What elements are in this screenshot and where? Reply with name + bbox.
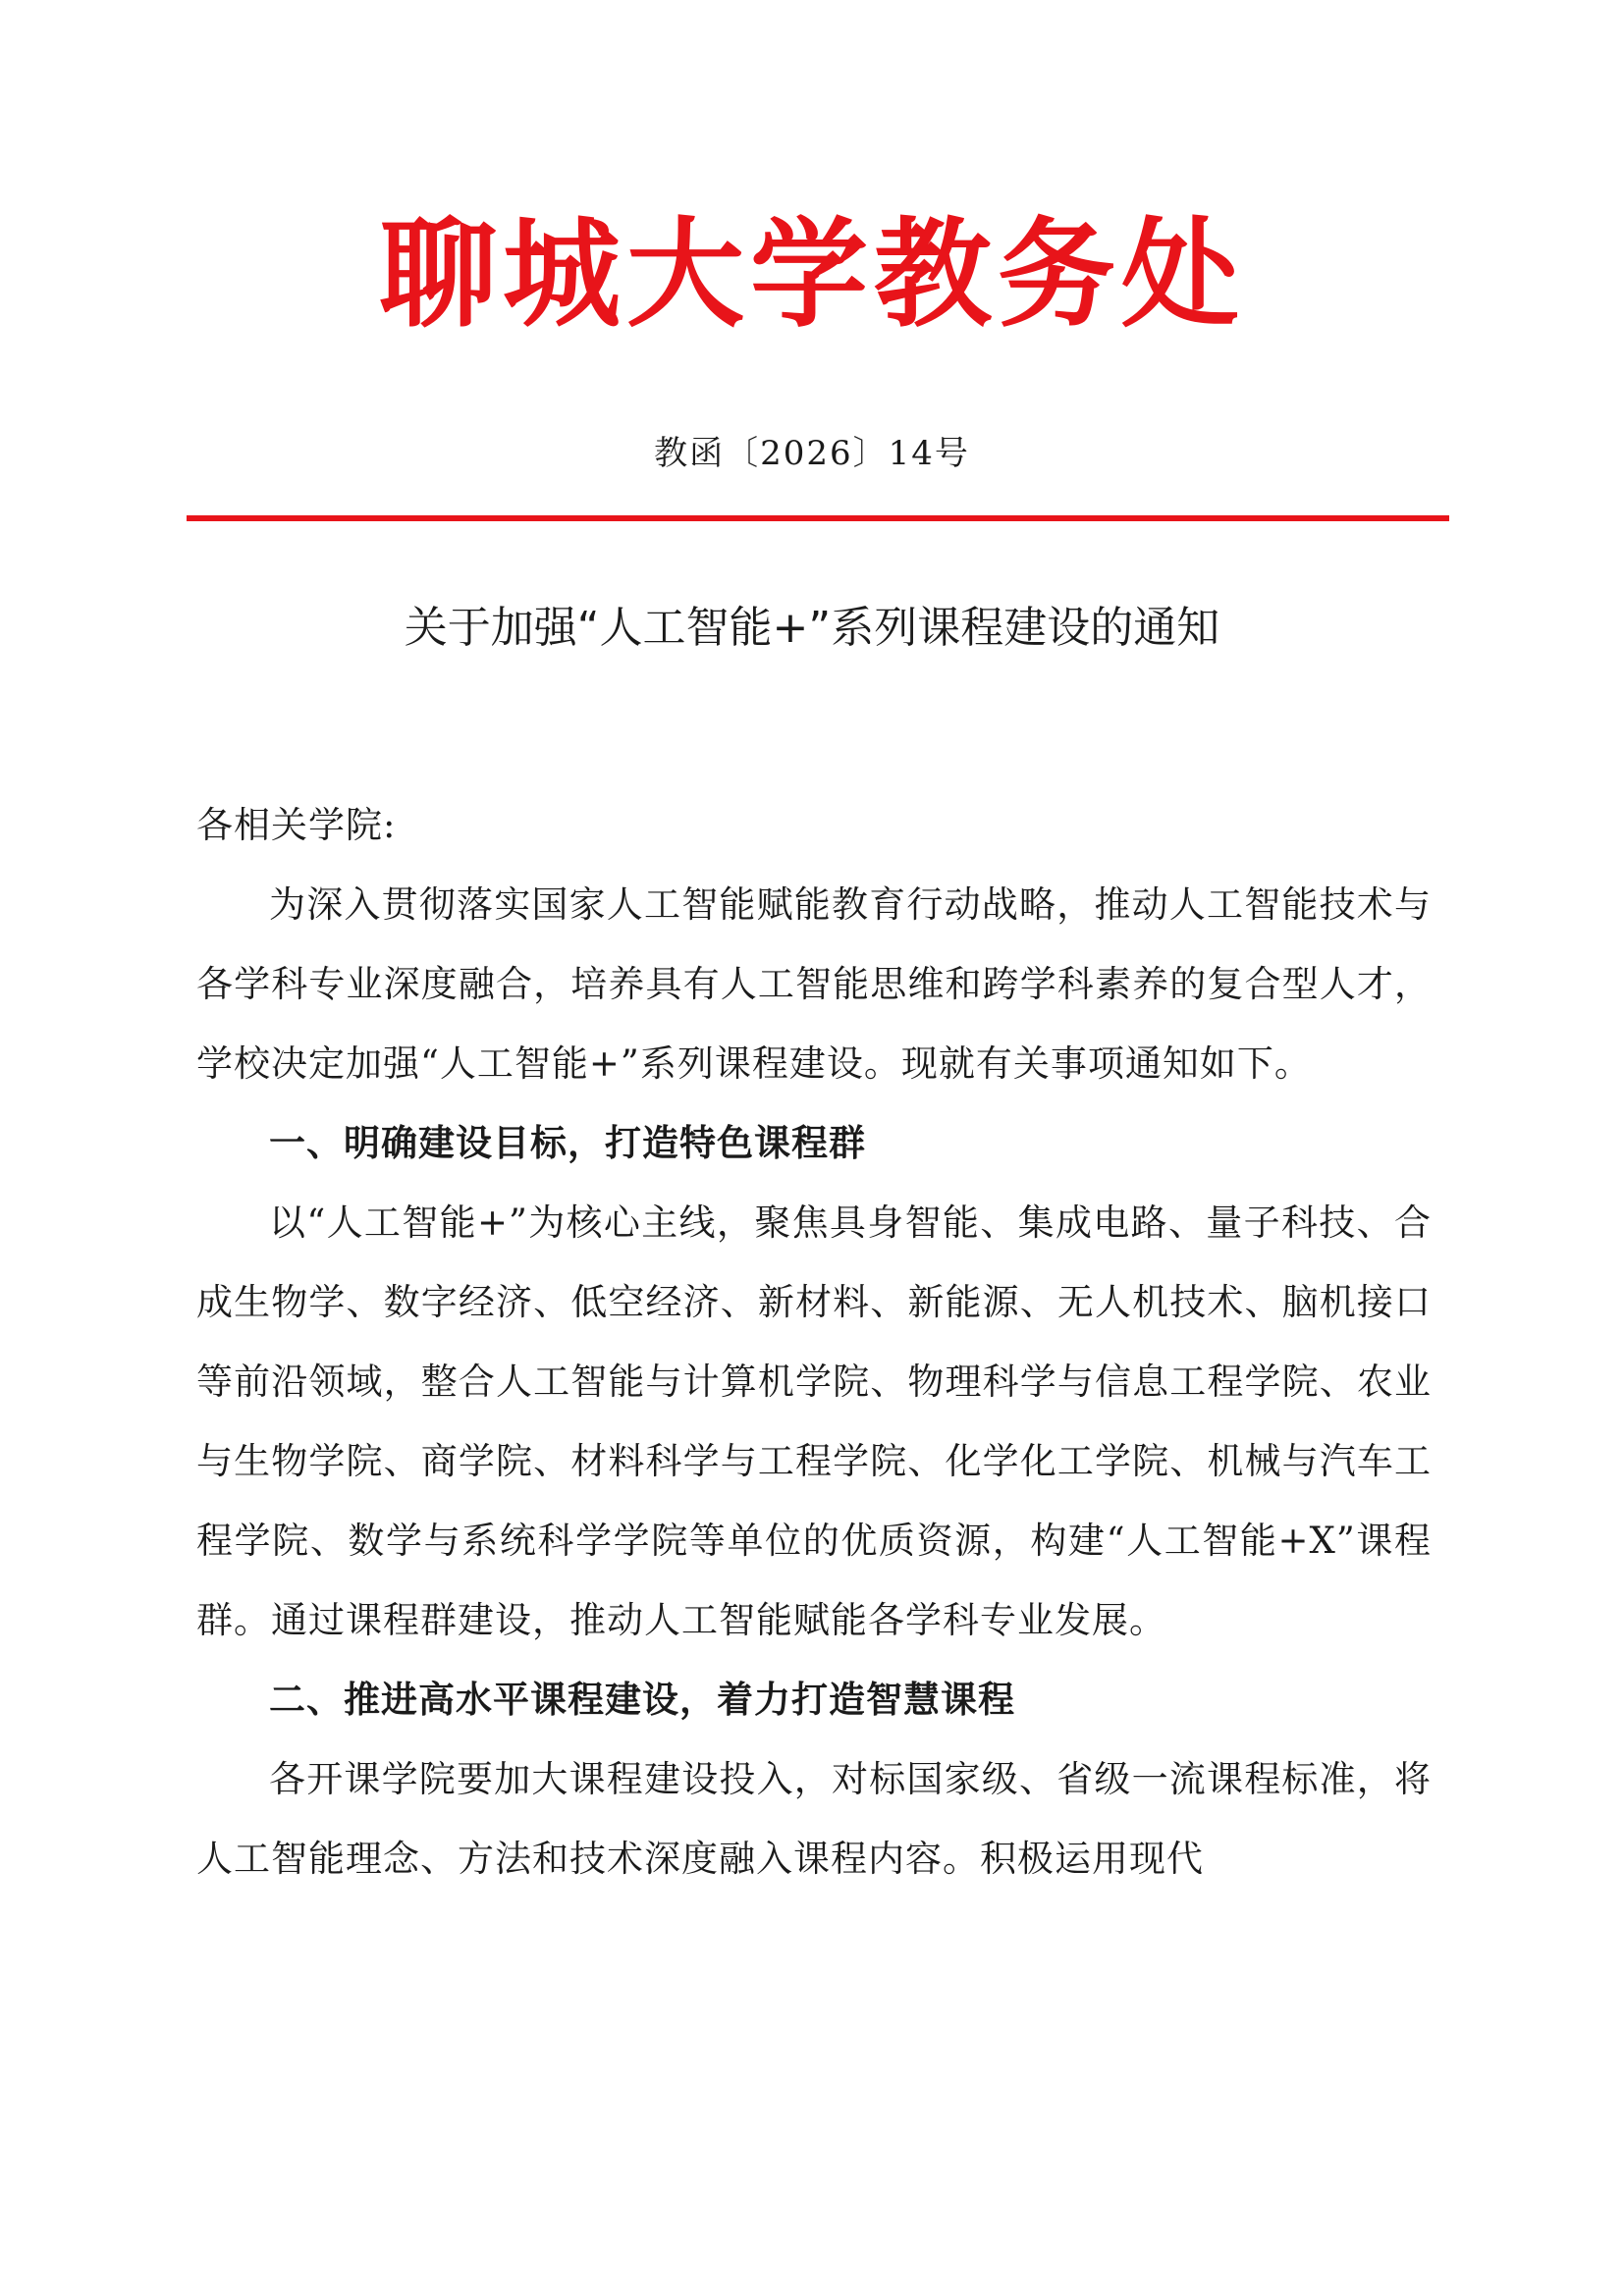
document-body xyxy=(196,785,1432,1898)
document-title: 关于加强“人工智能+”系列课程建设的通知 xyxy=(404,603,1220,653)
section-1-heading: 一、明确建设目标，打造特色课程群 xyxy=(269,1121,866,1164)
section-1-paragraph: 以“人工智能+”为核心主线，聚焦具身智能、集成电路、量子科技、合成生物学、数字经济、低空经济、新材料、新能源、无人机技术、脑机接口等前沿领域，整合人工智能与计算机学院、物理科学与信息工程学院、农业与生物学院、商学院、材料科学与工程学院、化学化工学院、机械与汽车工程学院、数学与系统科学学院等单位的优质资源，构建“人工智能+X”课程群。通过课程群建设，推动人工智能赋能各学科专业发展。 xyxy=(196,1201,1432,1641)
section-2-paragraph: 各开课学院要加大课程建设投入，对标国家级、省级一流课程标准，将人工智能理念、方法和技术深度融入课程内容。积极运用现代 xyxy=(196,1758,1432,1880)
intro-paragraph: 为深入贯彻落实国家人工智能赋能教育行动战略，推动人工智能技术与各学科专业深度融合，培养具有人工智能思维和跨学科素养的复合型人才，学校决定加强“人工智能+”系列课程建设。现就有关事项通知如下。 xyxy=(196,883,1432,1085)
section-2-heading: 二、推进高水平课程建设，着力打造智慧课程 xyxy=(269,1678,1015,1721)
organization-header: 聊城大学教务处 xyxy=(379,205,1245,344)
document-number: 教函〔2026〕14号 xyxy=(654,434,970,473)
salutation: 各相关学院: xyxy=(196,804,397,846)
header-divider xyxy=(187,515,1449,521)
